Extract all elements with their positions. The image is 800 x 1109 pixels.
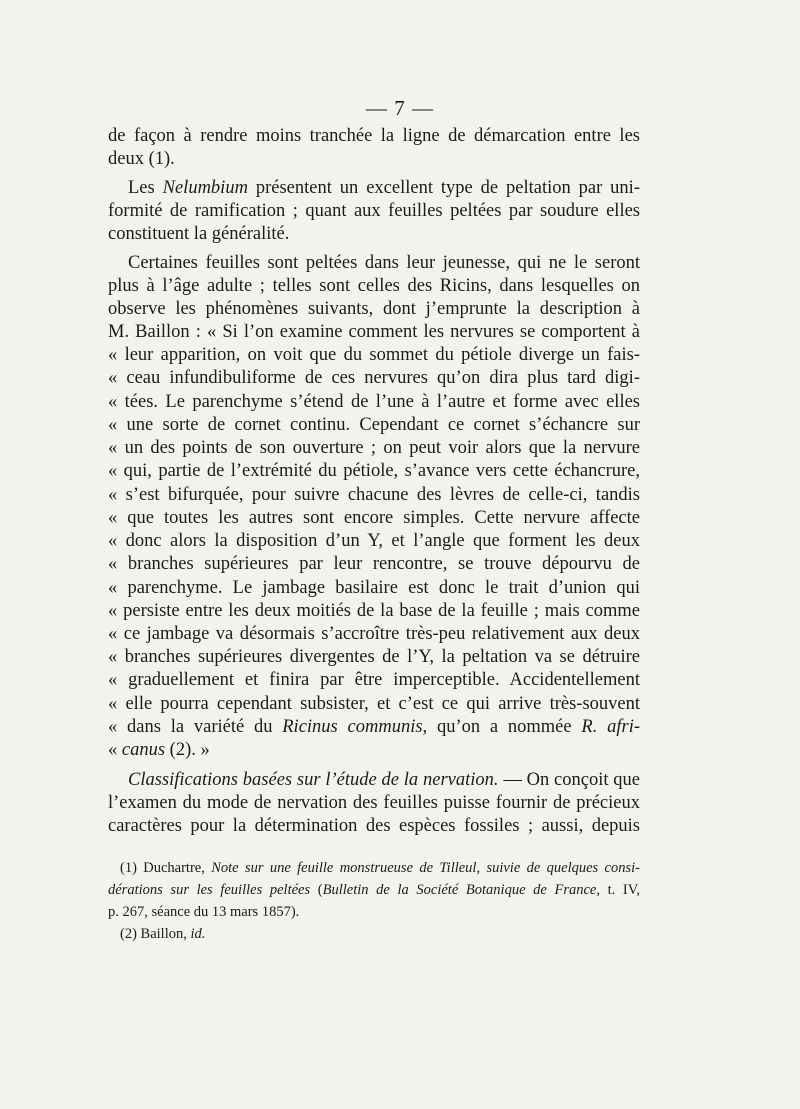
text-segment: (1) Duchartre,	[120, 860, 212, 876]
text-line	[108, 738, 640, 762]
text-segment: Ricinus communis,	[282, 717, 428, 737]
text-line: M. Baillon : « Si l’on examine comment les nervures se comportent à	[108, 322, 640, 342]
text-line: « qui, partie de l’extrémité du pétiole, s’avance vers cette échancrure,	[108, 461, 640, 481]
text-segment: (	[310, 882, 323, 898]
text-line: « graduellement et finira par être imperceptible. Accidentellement	[108, 670, 640, 690]
text-line: « un des points de son ouverture ; on peut voir alors que la nervure	[108, 438, 640, 458]
text-line: « branches supérieures par leur rencontre, se trouve dépourvu de	[108, 554, 640, 574]
footnote-line	[108, 880, 640, 900]
text-segment: id.	[190, 926, 206, 942]
text-segment: Classifications basées sur l’étude de la nervation.	[128, 770, 499, 790]
text-line: constituent la généralité.	[108, 224, 290, 244]
text-line: caractères pour la détermination des espèces fossiles ; aussi, depuis	[108, 816, 640, 836]
text-line: plus à l’âge adulte ; telles sont celles des Ricins, dans lesquelles on	[108, 276, 640, 296]
text-line	[108, 176, 640, 200]
text-line: l’examen du mode de nervation des feuilles puisse fournir de précieux	[108, 793, 640, 813]
text-segment: Note sur une feuille monstrueuse de Tilleul, suivie de quelques consi-	[211, 860, 640, 876]
text-line: « que toutes les autres sont encore simples. Cette nervure affecte	[108, 508, 640, 528]
text-line: de façon à rendre moins tranchée la ligne de démarcation entre les	[108, 126, 640, 146]
text-line: formité de ramification ; quant aux feuilles peltées par soudure elles	[108, 201, 640, 221]
text-line: « persiste entre les deux moitiés de la base de la feuille ; mais comme	[108, 601, 640, 621]
text-line: « ce jambage va désormais s’accroître très-peu relativement aux deux	[108, 624, 640, 644]
text-line: « ceau infundibuliforme de ces nervures qu’on dira plus tard digi-	[108, 368, 640, 388]
text-segment: (2). »	[165, 740, 210, 760]
text-line: « branches supérieures divergentes de l’Y, la peltation va se détruire	[108, 647, 640, 667]
text-segment: présentent un excellent type de peltation par uni-	[247, 178, 640, 198]
page-number: — 7 —	[366, 96, 434, 120]
text-segment: «	[108, 740, 122, 760]
text-line: « donc alors la disposition d’un Y, et l’angle que forment les deux	[108, 531, 640, 551]
text-segment: Bulletin de la Société Botanique de France,	[322, 882, 600, 898]
footnote-line	[108, 858, 640, 878]
text-segment: (2) Baillon,	[120, 926, 191, 942]
text-line: « une sorte de cornet continu. Cependant ce cornet s’échancre sur	[108, 415, 640, 435]
text-segment: dérations sur les feuilles peltées	[108, 882, 311, 898]
footnote-line: p. 267, séance du 13 mars 1857).	[108, 904, 300, 920]
text-line: « tées. Le parenchyme s’étend de l’une à l’autre et forme avec elles	[108, 392, 640, 412]
text-line: deux (1).	[108, 149, 175, 169]
text-segment: Nelumbium	[162, 178, 248, 198]
text-segment: R. afri-	[581, 717, 640, 737]
text-segment: qu’on a nommée	[427, 717, 582, 737]
text-line: « parenchyme. Le jambage basilaire est donc le trait d’union qui	[108, 578, 640, 598]
text-line: « elle pourra cependant subsister, et c’est ce qui arrive très-souvent	[108, 694, 640, 714]
footnote-line	[108, 924, 640, 944]
text-line: « s’est bifurquée, pour suivre chacune des lèvres de celle-ci, tandis	[108, 485, 640, 505]
text-segment: t. IV,	[599, 882, 640, 898]
text-line	[108, 768, 640, 792]
text-segment: — On conçoit que	[498, 770, 640, 790]
text-line	[108, 715, 640, 739]
text-segment: canus	[121, 740, 166, 760]
text-segment: Les	[128, 178, 163, 198]
text-line: Certaines feuilles sont peltées dans leur jeunesse, qui ne le seront	[128, 253, 640, 273]
text-line: « leur apparition, on voit que du sommet du pétiole diverge un fais-	[108, 345, 640, 365]
text-segment: « dans la variété du	[108, 717, 283, 737]
text-line: observe les phénomènes suivants, dont j’emprunte la description à	[108, 299, 640, 319]
